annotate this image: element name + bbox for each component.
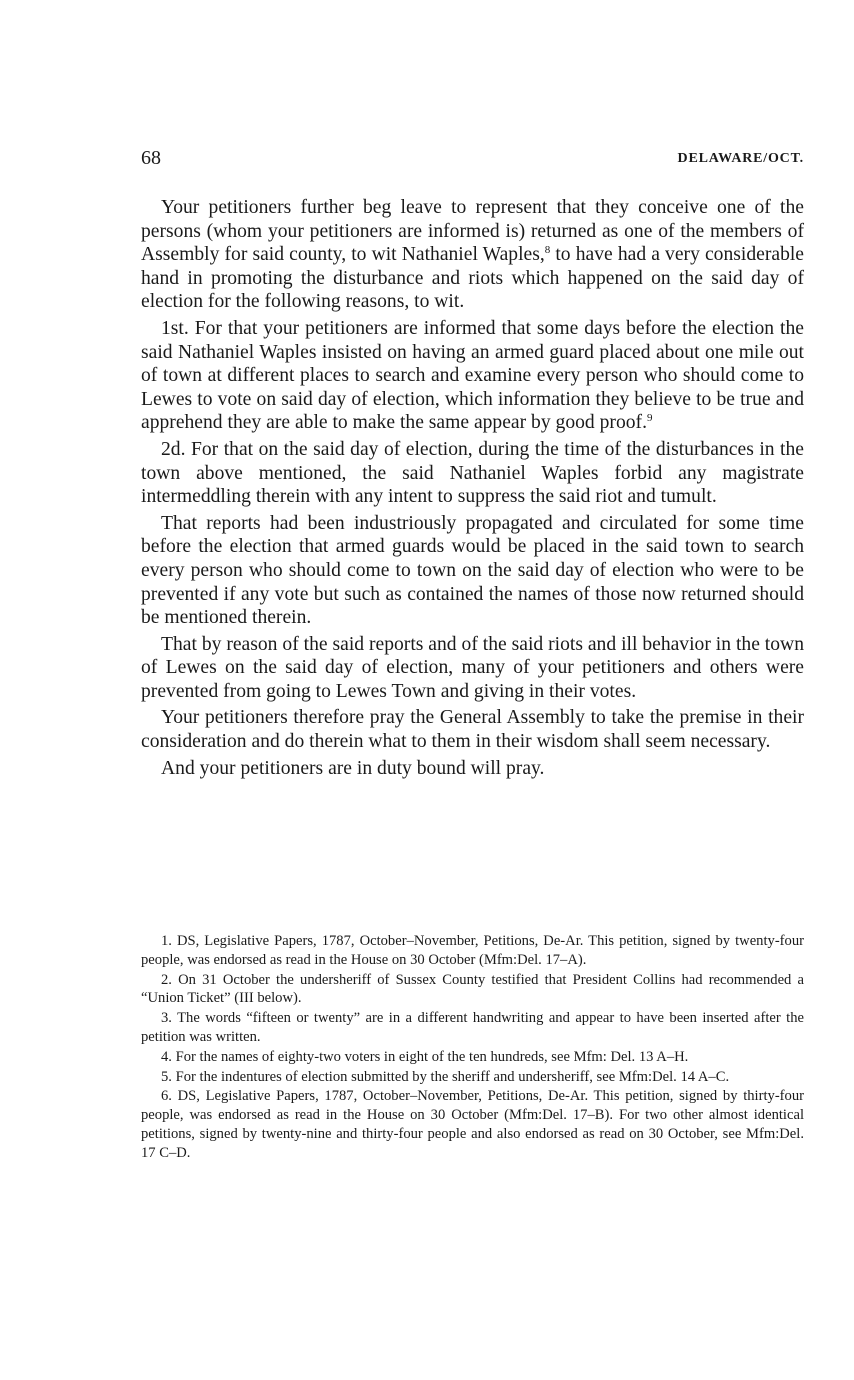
- running-head: DELAWARE/OCT.: [677, 151, 804, 166]
- footnote-reference: 9: [646, 412, 653, 425]
- footnote: 2. On 31 October the undersheriff of Sussex County testified that President Collins had recommended a “Union Ticket” (III below).: [141, 971, 804, 1007]
- page-number: 68: [141, 147, 161, 169]
- footnote: 6. DS, Legislative Papers, 1787, October–November, Petitions, De-Ar. This petition, signed by thirty-four people, was endorsed as read in the House on 30 October (Mfm:Del. 17–B). For two other almost identical petitions, signed by twenty-nine and thirty-four people and also endorsed as read on 30 October, see Mfm:Del. 17 C–D.: [141, 1088, 804, 1161]
- petition-body: [141, 196, 804, 783]
- body-paragraph: 1st. For that your petitioners are informed that some days before the election the said Nathaniel Waples insisted on having an armed guard placed about one mile out of town at different places to search and examine every person who should come to Lewes to vote on said day of election, which information they believe to be true and apprehend they are able to make the same appear by good proof.$^9$: [141, 317, 804, 434]
- footnote: 3. The words “fifteen or twenty” are in a different handwriting and appear to have been inserted after the petition was written.: [141, 1010, 804, 1045]
- footnotes: [141, 932, 804, 1164]
- footnote-reference: 8: [544, 244, 551, 257]
- closing-paragraph: And your petitioners are in duty bound will pray.: [161, 757, 545, 779]
- footnote: 1. DS, Legislative Papers, 1787, October–November, Petitions, De-Ar. This petition, signed by twenty-four people, was endorsed as read in the House on 30 October (Mfm:Del. 17–A).: [141, 933, 804, 968]
- footnote: 5. For the indentures of election submitted by the sheriff and undersheriff, see Mfm:Del. 14 A–C.: [161, 1068, 730, 1085]
- page-header: [141, 147, 804, 173]
- body-paragraph: 2d. For that on the said day of election, during the time of the disturbances in the town above mentioned, the said Nathaniel Waples forbid any magistrate intermeddling therein with any intent to suppress the said riot and tumult.: [141, 438, 804, 508]
- body-paragraph: Your petitioners therefore pray the General Assembly to take the premise in their consideration and do therein what to them in their wisdom shall seem necessary.: [141, 707, 804, 753]
- body-paragraph: Your petitioners further beg leave to represent that they conceive one of the persons (whom your petitioners are informed is) returned as one of the members of Assembly for said county, to wit Nathaniel Waples,$^8$ to have had a very considerable hand in promoting the disturbance and riots which happened on the said day of election for the following reasons, to wit.: [141, 197, 805, 313]
- body-paragraph: That reports had been industriously propagated and circulated for some time before the election that armed guards would be placed in the said town to search every person who should come to town on the said day of election who were to be prevented if any vote but such as contained the names of those now returned should be mentioned therein.: [141, 512, 804, 629]
- footnote: 4. For the names of eighty-two voters in eight of the ten hundreds, see Mfm: Del. 13 A–H.: [161, 1048, 689, 1065]
- body-paragraph: That by reason of the said reports and of the said riots and ill behavior in the town of Lewes on the said day of election, many of your petitioners and others were prevented from going to Lewes Town and giving in their votes.: [141, 633, 804, 702]
